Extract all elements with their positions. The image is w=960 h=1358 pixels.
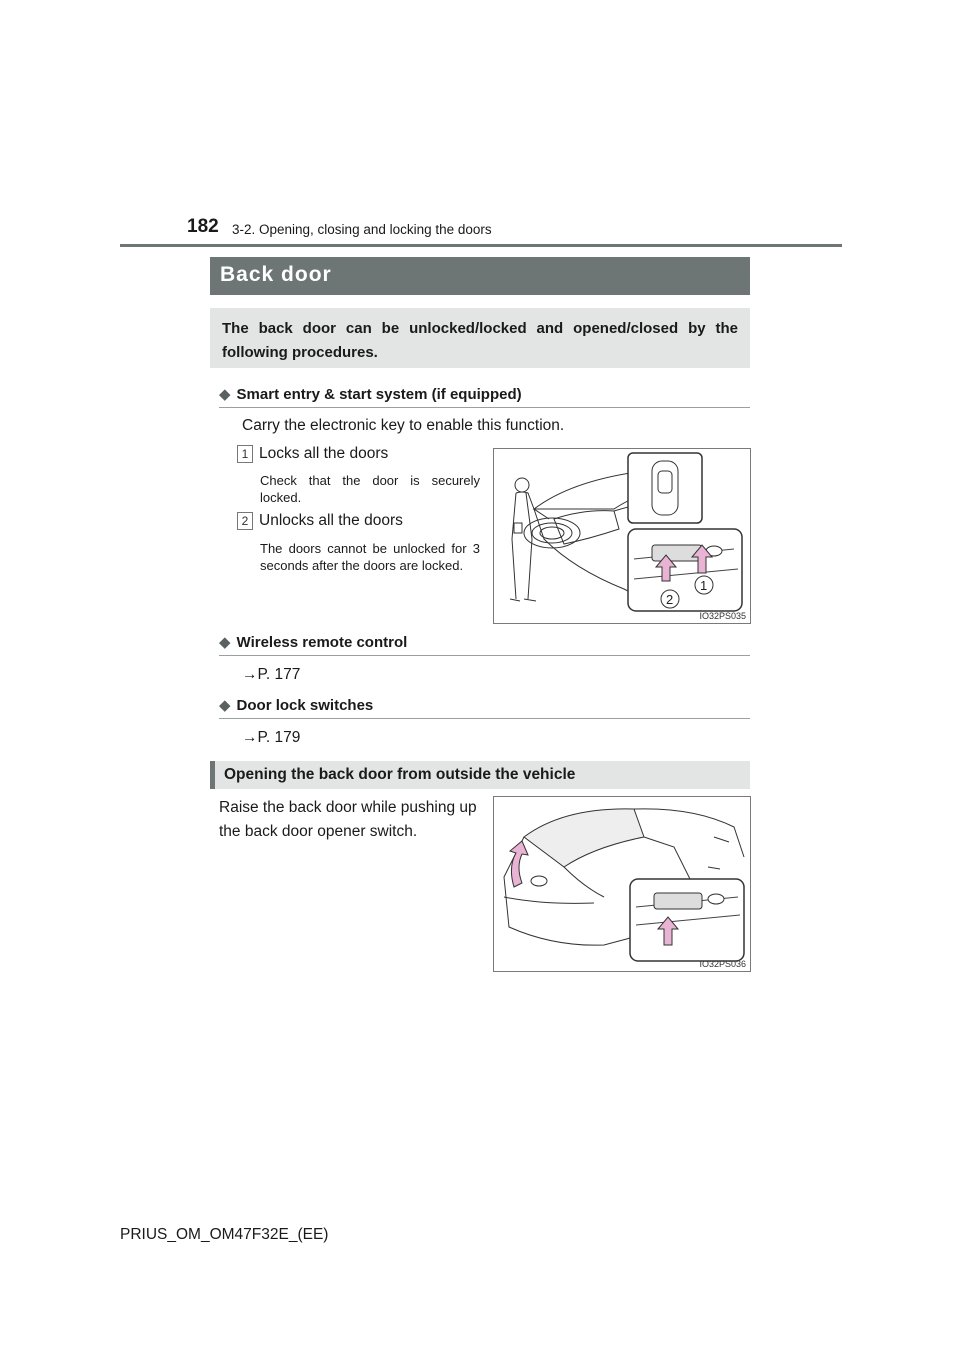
page-title: Back door xyxy=(220,263,332,286)
document-footer: PRIUS_OM_OM47F32E_(EE) xyxy=(120,1226,329,1243)
intro-box xyxy=(210,308,750,368)
car-back-door-open-icon xyxy=(494,797,750,971)
opening-instruction: Raise the back door while pushing up the back door opener switch. xyxy=(219,799,477,840)
car-rear-person-icon xyxy=(494,449,750,623)
wireless-heading-text: Wireless remote control xyxy=(236,634,408,651)
smart-entry-illustration xyxy=(493,448,751,624)
divider xyxy=(219,655,750,656)
section-accent xyxy=(210,761,215,789)
header-rule xyxy=(120,244,842,247)
diamond-icon: ◆ xyxy=(219,386,231,403)
step-number-badge: 2 xyxy=(237,512,253,530)
section-heading: 3-2. Opening, closing and locking the doors xyxy=(232,222,492,237)
step-number-badge: 1 xyxy=(237,445,253,463)
diamond-icon: ◆ xyxy=(219,697,231,714)
divider xyxy=(219,407,750,408)
section-bar xyxy=(210,761,750,789)
illustration-code: IO32PS036 xyxy=(699,959,746,969)
divider xyxy=(219,718,750,719)
title-bar xyxy=(210,257,750,295)
diamond-icon: ◆ xyxy=(219,634,231,651)
step-label: Unlocks all the doors xyxy=(259,512,403,529)
wireless-heading xyxy=(219,633,407,651)
callout-2: 2 xyxy=(666,592,674,607)
page-reference-link[interactable]: →P. 177 xyxy=(242,666,301,683)
step-note: The doors cannot be unlocked for 3 seconds after the doors are locked. xyxy=(260,541,480,573)
page-number: 182 xyxy=(187,216,219,237)
smart-entry-instruction: Carry the electronic key to enable this function. xyxy=(242,417,565,434)
door-lock-heading xyxy=(219,696,373,714)
door-lock-heading-text: Door lock switches xyxy=(236,697,374,714)
step-label: Locks all the doors xyxy=(259,445,389,462)
callout-1: 1 xyxy=(700,578,708,593)
back-door-illustration xyxy=(493,796,751,972)
intro-text: The back door can be unlocked/locked and opened/closed by the following procedures. xyxy=(222,320,738,361)
section-title: Opening the back door from outside the vehicle xyxy=(224,766,576,783)
smart-entry-heading xyxy=(219,385,522,403)
smart-entry-heading-text: Smart entry & start system (if equipped) xyxy=(236,386,522,403)
step-note: Check that the door is securely locked. xyxy=(260,473,480,505)
illustration-code: IO32PS035 xyxy=(699,611,746,621)
page-reference-link[interactable]: →P. 179 xyxy=(242,729,301,746)
